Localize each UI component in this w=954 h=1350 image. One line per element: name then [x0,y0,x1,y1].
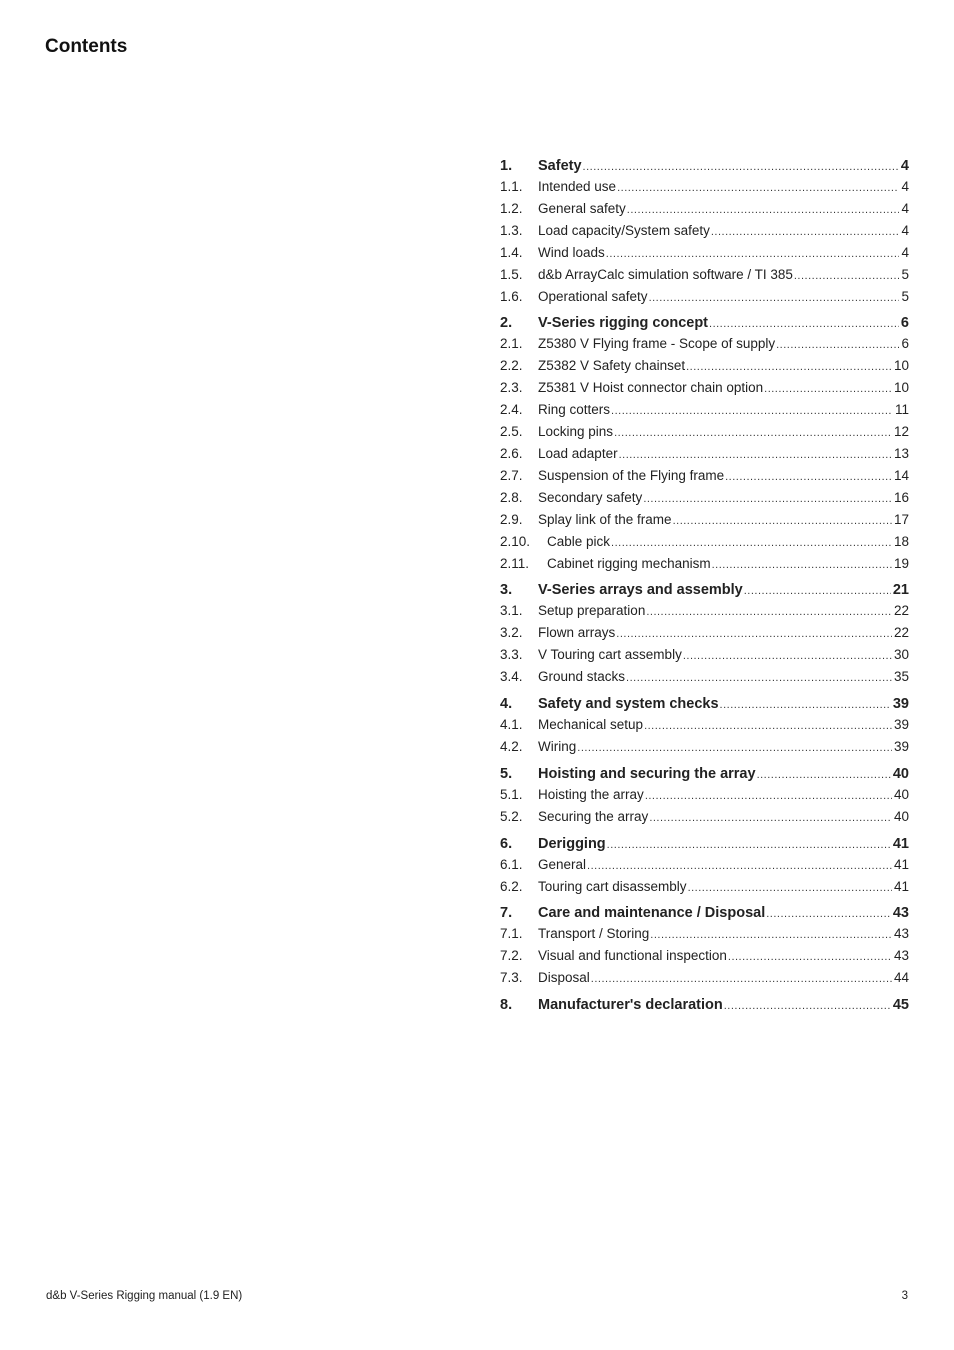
toc-dot-leader [709,314,899,334]
toc-entry-page: 43 [892,905,909,922]
toc-dot-leader [577,739,892,759]
toc-entry-page: 14 [893,467,909,483]
toc-entry-page: 13 [893,445,909,461]
toc-dot-leader [645,787,892,807]
toc-entry-title: Z5382 V Safety chainset [538,358,686,374]
toc-dot-leader [611,534,892,554]
toc-chapter-entry[interactable] [500,764,909,785]
toc-dot-leader [686,358,892,378]
toc-entry-number: 1.4. [500,244,523,260]
toc-entry-page: 4 [901,179,909,194]
toc-dot-leader [725,468,892,488]
toc-entry-page: 39 [893,717,909,733]
toc-entry-title: Cabinet rigging mechanism [547,555,711,571]
toc-entry-number: 6.2. [500,878,523,894]
toc-entry-page: 44 [893,970,909,986]
toc-entry-number: 3.3. [500,647,523,663]
toc-section-entry[interactable] [500,177,909,199]
toc-entry-title: Ring cotters [538,402,611,418]
toc-section-entry[interactable] [500,265,909,287]
toc-dot-leader [728,948,892,968]
toc-entry-page: 11 [894,402,909,418]
toc-dot-leader [744,581,891,601]
toc-entry-number: 1.3. [500,222,523,238]
toc-section-entry[interactable] [500,400,909,422]
toc-dot-leader [643,490,892,510]
toc-section-entry[interactable] [500,946,909,968]
toc-entry-title: V-Series arrays and assembly [538,582,743,599]
toc-chapter-entry[interactable] [500,156,909,177]
toc-entry-number: 6.1. [500,856,523,872]
toc-entry-page: 40 [893,786,909,802]
toc-section-entry[interactable] [500,466,909,488]
toc-dot-leader [583,157,899,177]
toc-entry-title: Z5381 V Hoist connector chain option [538,380,764,396]
toc-entry-page: 19 [893,555,909,571]
toc-entry-number: 2.5. [500,424,523,440]
toc-dot-leader [776,336,899,356]
toc-section-entry[interactable] [500,807,909,829]
toc-entry-page: 5 [901,288,909,304]
toc-entry-number: 3.4. [500,669,523,685]
toc-entry-number: 2.1. [500,336,523,352]
toc-entry-page: 5 [901,266,909,282]
toc-section-entry[interactable] [500,221,909,243]
toc-entry-number: 2.7. [500,467,523,483]
toc-chapter-entry[interactable] [500,834,909,855]
toc-entry-page: 6 [900,315,909,332]
toc-dot-leader [757,765,891,785]
toc-entry-page: 4 [901,222,909,238]
toc-dot-leader [649,809,892,829]
toc-entry-title: Ground stacks [538,669,626,685]
toc-entry-page: 43 [893,948,909,964]
toc-entry-title: Securing the array [538,808,649,824]
toc-chapter-entry[interactable] [500,580,909,601]
toc-entry-number: 3.1. [500,603,523,619]
toc-entry-number: 7. [500,905,513,922]
toc-dot-leader [646,603,892,623]
toc-section-entry[interactable] [500,510,909,532]
toc-section-entry[interactable] [500,968,909,990]
toc-chapter-entry[interactable] [500,995,909,1016]
toc-entry-title: Wind loads [538,244,605,260]
toc-entry-page: 45 [892,997,909,1014]
toc-entry-title: Derigging [538,835,606,852]
toc-entry-title: Care and maintenance / Disposal [538,905,766,922]
toc-dot-leader [724,996,891,1016]
toc-entry-number: 2.2. [500,358,523,374]
toc-entry-number: 1.2. [500,200,523,216]
toc-section-entry[interactable] [500,199,909,221]
toc-entry-number: 3. [500,582,513,599]
toc-entry-page: 12 [893,424,909,440]
toc-dot-leader [626,669,892,689]
toc-entry-title: Z5380 V Flying frame - Scope of supply [538,336,776,352]
toc-dot-leader [606,245,900,265]
toc-entry-title: Wiring [538,738,577,754]
toc-entry-number: 1.1. [500,179,523,194]
toc-chapter-entry[interactable] [500,694,909,715]
toc-section-entry[interactable] [500,645,909,667]
toc-entry-page: 6 [901,336,909,352]
toc-section-entry[interactable] [500,378,909,400]
toc-section-entry[interactable] [500,715,909,737]
toc-entry-number: 7.2. [500,948,523,964]
toc-dot-leader [614,424,892,444]
toc-entry-page: 10 [893,380,909,396]
toc-entry-number: 7.1. [500,926,523,942]
toc-section-entry[interactable] [500,623,909,645]
toc-dot-leader [683,647,892,667]
toc-entry-number: 8. [500,997,513,1014]
toc-entry-page: 22 [893,603,909,619]
toc-section-entry[interactable] [500,334,909,356]
toc-dot-leader [616,625,892,645]
toc-dot-leader [591,970,892,990]
toc-entry-title: Intended use [538,179,617,194]
toc-dot-leader [766,904,891,924]
toc-entry-page: 17 [893,511,909,527]
toc-section-entry[interactable] [500,287,909,309]
toc-dot-leader [673,512,892,532]
toc-entry-title: Locking pins [538,424,614,440]
toc-dot-leader [607,835,891,855]
toc-dot-leader [644,717,892,737]
toc-entry-page: 18 [893,533,909,549]
toc-entry-title: Touring cart disassembly [538,878,687,894]
toc-entry-page: 35 [893,669,909,685]
toc-entry-page: 30 [893,647,909,663]
toc-dot-leader [794,267,900,287]
footer-page-number: 3 [901,1290,908,1302]
toc-section-entry[interactable] [500,488,909,510]
toc-entry-title: Load adapter [538,445,618,461]
toc-entry-number: 1. [500,158,513,174]
toc-entry-title: Transport / Storing [538,926,650,942]
toc-entry-number: 2.3. [500,380,523,396]
toc-section-entry[interactable] [500,877,909,899]
toc-dot-leader [720,695,891,715]
toc-entry-page: 41 [893,856,909,872]
toc-entry-number: 7.3. [500,970,523,986]
toc-entry-number: 1.6. [500,288,523,304]
toc-dot-leader [627,201,900,221]
toc-dot-leader [711,223,900,243]
toc-dot-leader [619,446,892,466]
toc-entry-title: Hoisting the array [538,786,644,802]
toc-entry-number: 2.11. [500,555,530,571]
toc-entry-page: 4 [900,158,909,174]
toc-chapter-entry[interactable] [500,313,909,334]
table-of-contents [500,156,909,1016]
toc-dot-leader [764,380,892,400]
toc-section-entry[interactable] [500,444,909,466]
toc-entry-number: 2.6. [500,445,523,461]
toc-entry-number: 4.1. [500,717,523,733]
toc-entry-number: 2. [500,315,513,332]
toc-entry-page: 21 [892,582,909,599]
toc-section-entry[interactable] [500,601,909,623]
toc-section-entry[interactable] [500,532,909,554]
toc-entry-number: 4.2. [500,738,523,754]
toc-entry-page: 40 [892,765,909,782]
toc-dot-leader [650,926,892,946]
toc-entry-title: General safety [538,200,626,216]
toc-entry-number: 2.10. [500,533,531,549]
toc-entry-title: Visual and functional inspection [538,948,727,964]
toc-entry-page: 39 [892,696,909,713]
toc-entry-number: 6. [500,835,513,852]
toc-dot-leader [611,402,893,422]
toc-entry-page: 4 [901,200,909,216]
toc-section-entry[interactable] [500,737,909,759]
toc-dot-leader [649,289,900,309]
toc-section-entry[interactable] [500,855,909,877]
toc-entry-number: 2.8. [500,489,523,505]
toc-section-entry[interactable] [500,554,909,576]
page-title: Contents [45,36,128,57]
toc-entry-page: 22 [893,625,909,641]
toc-entry-title: Setup preparation [538,603,646,619]
toc-entry-title: Safety and system checks [538,696,719,713]
toc-entry-number: 5.1. [500,786,523,802]
toc-dot-leader [688,879,892,899]
toc-entry-number: 3.2. [500,625,523,641]
toc-entry-title: General [538,856,587,872]
toc-section-entry[interactable] [500,924,909,946]
toc-entry-title: Cable pick [547,533,611,549]
toc-entry-title: Load capacity/System safety [538,222,710,238]
footer-document-title: d&b V-Series Rigging manual (1.9 EN) [46,1290,243,1302]
toc-entry-page: 10 [893,358,909,374]
toc-entry-title: Safety [538,158,582,174]
toc-entry-title: Suspension of the Flying frame [538,467,725,483]
toc-section-entry[interactable] [500,422,909,444]
toc-entry-title: Operational safety [538,288,648,304]
toc-entry-page: 4 [901,244,909,260]
toc-entry-number: 1.5. [500,266,523,282]
toc-entry-title: Hoisting and securing the array [538,765,756,782]
toc-entry-number: 5. [500,765,513,782]
toc-dot-leader [587,857,892,877]
toc-entry-title: V-Series rigging concept [538,315,709,332]
toc-entry-title: V Touring cart assembly [538,647,682,663]
toc-entry-title: d&b ArrayCalc simulation software / TI 385 [538,266,793,282]
toc-section-entry[interactable] [500,356,909,378]
toc-entry-page: 16 [893,489,909,505]
toc-entry-number: 5.2. [500,808,523,824]
toc-entry-number: 4. [500,696,513,713]
toc-entry-number: 2.9. [500,511,523,527]
toc-section-entry[interactable] [500,243,909,265]
toc-entry-title: Splay link of the frame [538,511,672,527]
toc-entry-number: 2.4. [500,402,523,418]
toc-entry-page: 39 [893,738,909,754]
toc-entry-page: 40 [893,808,909,824]
toc-section-entry[interactable] [500,667,909,689]
toc-entry-title: Flown arrays [538,625,616,641]
toc-entry-title: Disposal [538,970,590,986]
toc-entry-title: Mechanical setup [538,717,644,733]
toc-section-entry[interactable] [500,785,909,807]
toc-entry-page: 43 [893,926,909,942]
toc-entry-title: Secondary safety [538,489,643,505]
toc-dot-leader [617,179,899,199]
toc-entry-page: 41 [893,878,909,894]
toc-entry-page: 41 [892,835,909,852]
toc-chapter-entry[interactable] [500,903,909,924]
toc-dot-leader [712,556,892,576]
toc-entry-title: Manufacturer's declaration [538,997,723,1014]
